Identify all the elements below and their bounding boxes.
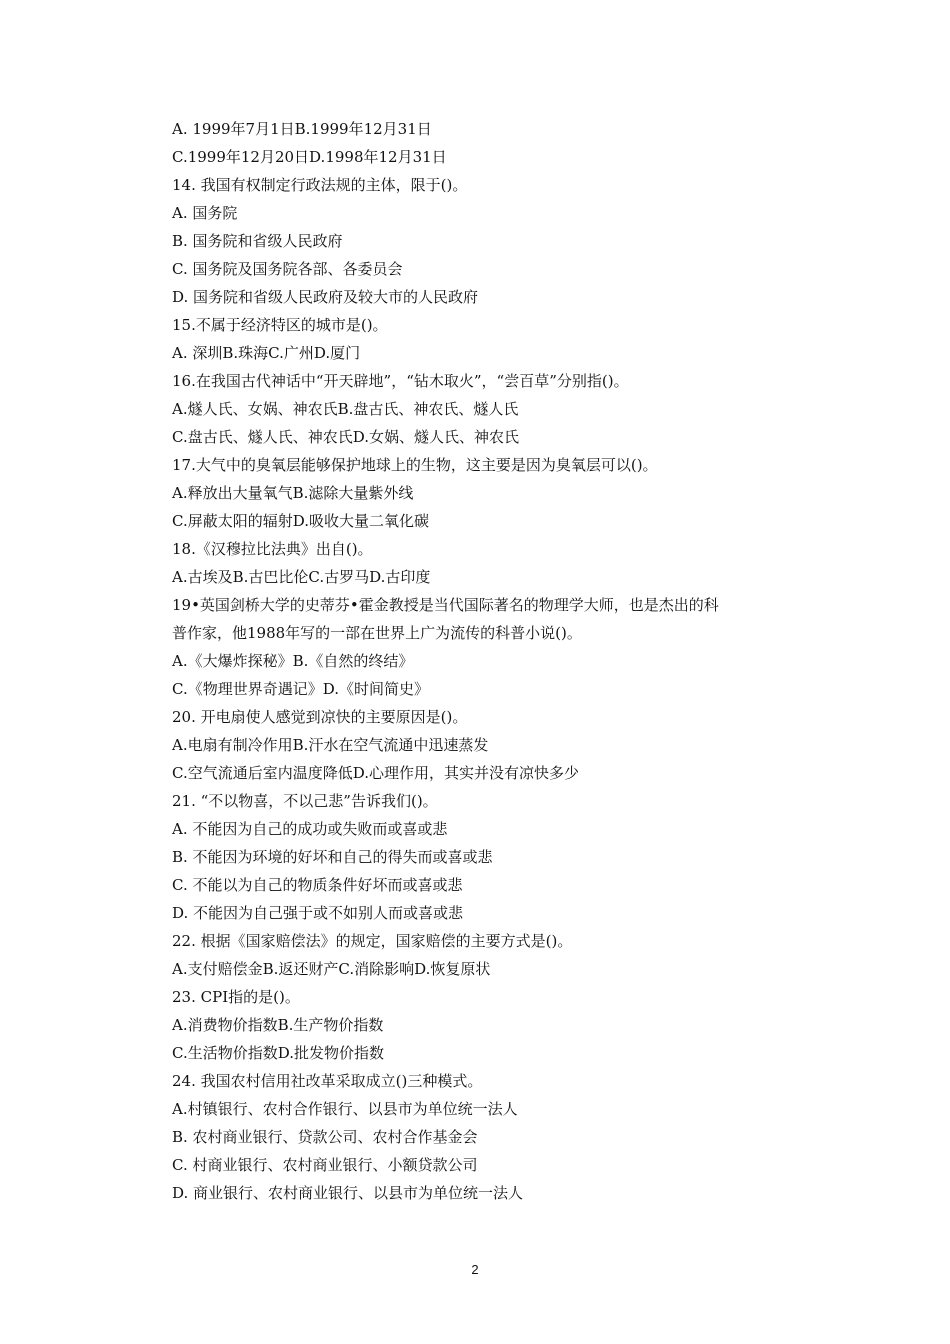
option-line: C. 村商业银行、农村商业银行、小额贷款公司 [172, 1156, 478, 1174]
page-number: 2 [471, 1262, 479, 1277]
option-line: A.村镇银行、农村合作银行、以县市为单位统一法人 [172, 1100, 518, 1118]
option-line: C. 国务院及国务院各部、各委员会 [172, 260, 403, 278]
option-line: A. 国务院 [172, 204, 238, 222]
option-line: C. 不能以为自己的物质条件好坏而或喜或悲 [172, 876, 463, 894]
question-23: 23. CPI指的是()。 [172, 988, 300, 1006]
question-20: 20. 开电扇使人感觉到凉快的主要原因是()。 [172, 708, 468, 726]
option-line: A.燧人氏、女娲、神农氏B.盘古氏、神农氏、燧人氏 [172, 400, 519, 418]
question-17: 17.大气中的臭氧层能够保护地球上的生物，这主要是因为臭氧层可以()。 [172, 456, 658, 474]
option-line: C.生活物价指数D.批发物价指数 [172, 1044, 384, 1062]
option-line: D. 不能因为自己强于或不如别人而或喜或悲 [172, 904, 464, 922]
option-line: A. 不能因为自己的成功或失败而或喜或悲 [172, 820, 448, 838]
question-16: 16.在我国古代神话中“开天辟地”，“钻木取火”，“尝百草”分别指()。 [172, 372, 629, 390]
option-line: C.盘古氏、燧人氏、神农氏D.女娲、燧人氏、神农氏 [172, 428, 519, 446]
question-24: 24. 我国农村信用社改革采取成立()三种模式。 [172, 1072, 483, 1090]
option-line: A.消费物价指数B.生产物价指数 [172, 1016, 384, 1034]
option-line: A.释放出大量氧气B.滤除大量紫外线 [172, 484, 414, 502]
option-line: B. 国务院和省级人民政府 [172, 232, 343, 250]
text-line: A. 1999年7月1日B.1999年12月31日 [172, 120, 432, 138]
question-14: 14. 我国有权制定行政法规的主体，限于()。 [172, 176, 468, 194]
question-19-continued: 普作家，他1988年写的一部在世界上广为流传的科普小说()。 [172, 624, 582, 642]
question-19: 19•英国剑桥大学的史蒂芬•霍金教授是当代国际著名的物理学大师，也是杰出的科 [172, 596, 719, 614]
option-line: A.《大爆炸探秘》B.《自然的终结》 [172, 652, 414, 670]
option-line: C.《物理世界奇遇记》D.《时间简史》 [172, 680, 429, 698]
option-line: A.支付赔偿金B.返还财产C.消除影响D.恢复原状 [172, 960, 491, 978]
document-body [172, 115, 792, 1207]
option-line: D. 商业银行、农村商业银行、以县市为单位统一法人 [172, 1184, 524, 1202]
option-line: D. 国务院和省级人民政府及较大市的人民政府 [172, 288, 479, 306]
option-line: A. 深圳B.珠海C.广州D.厦门 [172, 344, 361, 362]
text-line: C.1999年12月20日D.1998年12月31日 [172, 148, 447, 166]
question-22: 22. 根据《国家赔偿法》的规定，国家赔偿的主要方式是()。 [172, 932, 573, 950]
question-21: 21. “不以物喜，不以己悲”告诉我们()。 [172, 792, 438, 810]
option-line: A.电扇有制冷作用B.汗水在空气流通中迅速蒸发 [172, 736, 489, 754]
option-line: C.空气流通后室内温度降低D.心理作用，其实并没有凉快多少 [172, 764, 579, 782]
option-line: B. 农村商业银行、贷款公司、农村合作基金会 [172, 1128, 478, 1146]
option-line: A.古埃及B.古巴比伦C.古罗马D.古印度 [172, 568, 431, 586]
question-15: 15.不属于经济特区的城市是()。 [172, 316, 388, 334]
option-line: C.屏蔽太阳的辐射D.吸收大量二氧化碳 [172, 512, 429, 530]
option-line: B. 不能因为环境的好坏和自己的得失而或喜或悲 [172, 848, 493, 866]
question-18: 18.《汉穆拉比法典》出自()。 [172, 540, 373, 558]
